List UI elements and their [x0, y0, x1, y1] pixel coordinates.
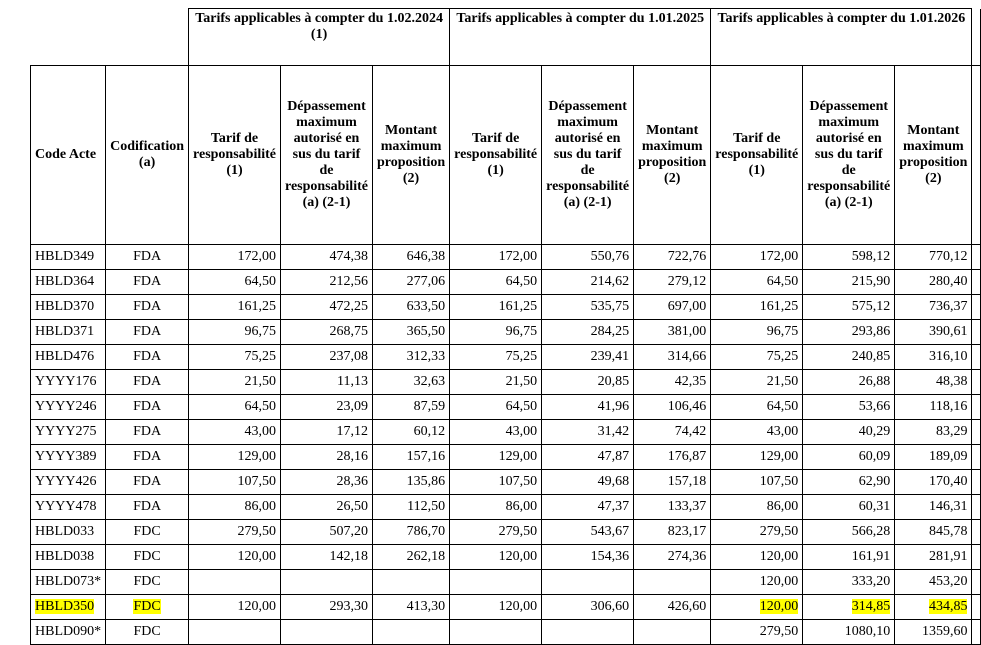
cell-tarif-2025: 64,50: [450, 395, 542, 420]
cell-montant-2024: 277,06: [372, 270, 449, 295]
cell-codification: FDA: [106, 470, 189, 495]
cell-montant-2025: [634, 620, 711, 645]
table-row: [31, 570, 981, 595]
cell-extra: [972, 495, 981, 520]
header-codification: Codification (a): [106, 66, 189, 245]
cell-tarif-2025: 75,25: [450, 345, 542, 370]
cell-montant-2024: 112,50: [372, 495, 449, 520]
cell-extra: [972, 295, 981, 320]
cell-montant-2026: 83,29: [895, 420, 972, 445]
cell-extra: [972, 595, 981, 620]
cell-tarif-2024: 107,50: [189, 470, 281, 495]
group-header-2024: Tarifs applicables à compter du 1.02.2024 (1): [189, 9, 450, 66]
cell-code-acte: YYYY176: [31, 370, 106, 395]
cell-depassement-2025: 154,36: [542, 545, 634, 570]
cell-montant-2025: 176,87: [634, 445, 711, 470]
cell-code-acte: HBLD476: [31, 345, 106, 370]
cell-tarif-2026: 96,75: [711, 320, 803, 345]
cell-depassement-2025: 214,62: [542, 270, 634, 295]
cell-montant-2025: 157,18: [634, 470, 711, 495]
cell-depassement-2024: 472,25: [280, 295, 372, 320]
cell-tarif-2024: 64,50: [189, 270, 281, 295]
header-tarif-2025: Tarif de responsabilité (1): [450, 66, 542, 245]
cell-extra: [972, 270, 981, 295]
cell-depassement-2026: 62,90: [803, 470, 895, 495]
cell-tarif-2024: 96,75: [189, 320, 281, 345]
cell-tarif-2026: 172,00: [711, 245, 803, 270]
cell-montant-2026: 170,40: [895, 470, 972, 495]
cell-codification: FDC: [106, 520, 189, 545]
cell-depassement-2025: 47,37: [542, 495, 634, 520]
cell-montant-2026: 390,61: [895, 320, 972, 345]
cell-code-acte: HBLD038: [31, 545, 106, 570]
cell-depassement-2026: [803, 595, 895, 620]
cell-extra: [972, 345, 981, 370]
cell-code-acte: YYYY478: [31, 495, 106, 520]
cell-codification: FDA: [106, 320, 189, 345]
cell-montant-2024: 413,30: [372, 595, 449, 620]
cell-montant-2026: 280,40: [895, 270, 972, 295]
cell-tarif-2025: 129,00: [450, 445, 542, 470]
cell-depassement-2026: 575,12: [803, 295, 895, 320]
cell-depassement-2025: 41,96: [542, 395, 634, 420]
cell-montant-2025: 314,66: [634, 345, 711, 370]
cell-depassement-2024: 142,18: [280, 545, 372, 570]
cell-depassement-2025: 284,25: [542, 320, 634, 345]
cell-depassement-2026: 240,85: [803, 345, 895, 370]
cell-montant-2026: 48,38: [895, 370, 972, 395]
header-montant-2025: Montant maximum proposition (2): [634, 66, 711, 245]
cell-montant-2024: 646,38: [372, 245, 449, 270]
cell-codification: FDA: [106, 420, 189, 445]
table-row: [31, 395, 981, 420]
cell-code-acte: YYYY426: [31, 470, 106, 495]
cell-montant-2026: 1359,60: [895, 620, 972, 645]
cell-codification: FDA: [106, 245, 189, 270]
cell-montant-2024: [372, 620, 449, 645]
cell-depassement-2026: 60,09: [803, 445, 895, 470]
cell-depassement-2024: 474,38: [280, 245, 372, 270]
cell-depassement-2024: 11,13: [280, 370, 372, 395]
cell-codification: FDC: [106, 545, 189, 570]
cell-tarif-2024: 21,50: [189, 370, 281, 395]
cell-depassement-2025: 47,87: [542, 445, 634, 470]
cell-tarif-2024: [189, 620, 281, 645]
cell-montant-2024: 157,16: [372, 445, 449, 470]
header-code-acte: Code Acte: [31, 66, 106, 245]
cell-tarif-2026: 43,00: [711, 420, 803, 445]
highlight-mark: 314,85: [851, 599, 891, 614]
cell-depassement-2024: 237,08: [280, 345, 372, 370]
cell-montant-2025: 697,00: [634, 295, 711, 320]
cell-depassement-2025: [542, 620, 634, 645]
group-header-2026: Tarifs applicables à compter du 1.01.2026: [711, 9, 972, 66]
highlight-mark: FDC: [133, 599, 161, 614]
cell-depassement-2026: 161,91: [803, 545, 895, 570]
header-tarif-2024: Tarif de responsabilité (1): [189, 66, 281, 245]
cell-montant-2026: [895, 595, 972, 620]
cell-montant-2026: 281,91: [895, 545, 972, 570]
table-row: [31, 620, 981, 645]
header-depassement-2025: Dépassement maximum autorisé en sus du tarif de responsabilité (a) (2-1): [542, 66, 634, 245]
cell-tarif-2025: 172,00: [450, 245, 542, 270]
header-depassement-2026: Dépassement maximum autorisé en sus du tarif de responsabilité (a) (2-1): [803, 66, 895, 245]
cell-montant-2026: 453,20: [895, 570, 972, 595]
cell-tarif-2026: 64,50: [711, 395, 803, 420]
cell-tarif-2026: 64,50: [711, 270, 803, 295]
cell-depassement-2026: 333,20: [803, 570, 895, 595]
tariff-table: [30, 8, 981, 645]
cell-montant-2024: [372, 570, 449, 595]
cell-tarif-2024: 43,00: [189, 420, 281, 445]
cell-tarif-2025: 21,50: [450, 370, 542, 395]
cell-depassement-2025: 31,42: [542, 420, 634, 445]
cell-depassement-2026: 40,29: [803, 420, 895, 445]
cell-montant-2024: 87,59: [372, 395, 449, 420]
cell-tarif-2026: 129,00: [711, 445, 803, 470]
cell-tarif-2025: 86,00: [450, 495, 542, 520]
cell-depassement-2026: 598,12: [803, 245, 895, 270]
cell-extra: [972, 620, 981, 645]
cell-tarif-2025: [450, 620, 542, 645]
cell-montant-2024: 60,12: [372, 420, 449, 445]
header-montant-2026: Montant maximum proposition (2): [895, 66, 972, 245]
cell-montant-2026: 189,09: [895, 445, 972, 470]
cell-code-acte: HBLD073*: [31, 570, 106, 595]
cell-tarif-2026: 279,50: [711, 620, 803, 645]
cell-depassement-2026: 60,31: [803, 495, 895, 520]
cell-tarif-2026: 21,50: [711, 370, 803, 395]
cell-tarif-2024: 120,00: [189, 595, 281, 620]
cell-depassement-2026: 215,90: [803, 270, 895, 295]
cell-montant-2024: 32,63: [372, 370, 449, 395]
table-row: [31, 445, 981, 470]
cell-extra: [972, 470, 981, 495]
highlight-mark: HBLD350: [35, 599, 95, 614]
cell-codification: FDC: [106, 620, 189, 645]
table-body: [31, 245, 981, 645]
cell-tarif-2025: 43,00: [450, 420, 542, 445]
cell-tarif-2024: 120,00: [189, 545, 281, 570]
empty-corner: [31, 9, 189, 66]
cell-tarif-2026: 161,25: [711, 295, 803, 320]
cell-montant-2025: 133,37: [634, 495, 711, 520]
highlight-mark: 120,00: [759, 599, 799, 614]
cell-depassement-2024: 507,20: [280, 520, 372, 545]
cell-codification: FDA: [106, 370, 189, 395]
cell-tarif-2025: 161,25: [450, 295, 542, 320]
cell-tarif-2024: 279,50: [189, 520, 281, 545]
cell-codification: FDA: [106, 270, 189, 295]
cell-montant-2024: 633,50: [372, 295, 449, 320]
table-row: [31, 320, 981, 345]
table-row: [31, 245, 981, 270]
cell-tarif-2026: 86,00: [711, 495, 803, 520]
cell-code-acte: HBLD370: [31, 295, 106, 320]
table-row: [31, 495, 981, 520]
cell-montant-2026: 118,16: [895, 395, 972, 420]
cell-codification: FDA: [106, 295, 189, 320]
header-depassement-2024: Dépassement maximum autorisé en sus du tarif de responsabilité (a) (2-1): [280, 66, 372, 245]
cell-montant-2025: 274,36: [634, 545, 711, 570]
cell-codification: FDA: [106, 495, 189, 520]
table-row: [31, 270, 981, 295]
cell-tarif-2026: [711, 595, 803, 620]
cell-tarif-2024: 161,25: [189, 295, 281, 320]
cell-codification: FDA: [106, 345, 189, 370]
table-row: [31, 595, 981, 620]
cell-code-acte: HBLD033: [31, 520, 106, 545]
cell-montant-2025: 106,46: [634, 395, 711, 420]
cell-codification: FDA: [106, 395, 189, 420]
cell-montant-2026: 146,31: [895, 495, 972, 520]
cell-montant-2025: 42,35: [634, 370, 711, 395]
cell-depassement-2024: 28,36: [280, 470, 372, 495]
cell-depassement-2025: 306,60: [542, 595, 634, 620]
cell-montant-2025: 823,17: [634, 520, 711, 545]
cell-tarif-2025: 120,00: [450, 545, 542, 570]
cell-depassement-2025: 543,67: [542, 520, 634, 545]
cell-code-acte: HBLD371: [31, 320, 106, 345]
cell-depassement-2024: 23,09: [280, 395, 372, 420]
cell-tarif-2024: 86,00: [189, 495, 281, 520]
cell-extra: [972, 320, 981, 345]
cell-depassement-2024: [280, 620, 372, 645]
cell-tarif-2025: 64,50: [450, 270, 542, 295]
cell-tarif-2025: [450, 570, 542, 595]
cell-extra: [972, 445, 981, 470]
cell-codification: FDC: [106, 570, 189, 595]
cell-code-acte: HBLD364: [31, 270, 106, 295]
cell-depassement-2024: 212,56: [280, 270, 372, 295]
cell-tarif-2024: 129,00: [189, 445, 281, 470]
cell-depassement-2024: 26,50: [280, 495, 372, 520]
cell-code-acte: YYYY246: [31, 395, 106, 420]
cell-depassement-2024: 293,30: [280, 595, 372, 620]
cell-depassement-2025: [542, 570, 634, 595]
cell-montant-2024: 312,33: [372, 345, 449, 370]
table-row: [31, 295, 981, 320]
cell-depassement-2026: 293,86: [803, 320, 895, 345]
highlight-mark: 434,85: [928, 599, 968, 614]
cell-depassement-2024: 28,16: [280, 445, 372, 470]
cell-tarif-2024: [189, 570, 281, 595]
cell-code-acte: [31, 595, 106, 620]
cell-montant-2025: 426,60: [634, 595, 711, 620]
table-row: [31, 345, 981, 370]
cell-extra: [972, 395, 981, 420]
cell-montant-2024: 262,18: [372, 545, 449, 570]
cell-depassement-2026: 26,88: [803, 370, 895, 395]
cell-code-acte: YYYY389: [31, 445, 106, 470]
table-row: [31, 420, 981, 445]
cell-tarif-2026: 75,25: [711, 345, 803, 370]
header-extra: [972, 66, 981, 245]
cell-depassement-2026: 53,66: [803, 395, 895, 420]
cell-montant-2025: [634, 570, 711, 595]
cell-montant-2025: 722,76: [634, 245, 711, 270]
cell-tarif-2024: 172,00: [189, 245, 281, 270]
cell-code-acte: HBLD090*: [31, 620, 106, 645]
cell-depassement-2025: 20,85: [542, 370, 634, 395]
cell-depassement-2025: 550,76: [542, 245, 634, 270]
cell-montant-2026: 736,37: [895, 295, 972, 320]
cell-depassement-2024: [280, 570, 372, 595]
cell-extra: [972, 570, 981, 595]
cell-montant-2026: 316,10: [895, 345, 972, 370]
cell-tarif-2026: 120,00: [711, 545, 803, 570]
cell-code-acte: YYYY275: [31, 420, 106, 445]
cell-montant-2025: 381,00: [634, 320, 711, 345]
cell-code-acte: HBLD349: [31, 245, 106, 270]
cell-extra: [972, 420, 981, 445]
cell-tarif-2026: 279,50: [711, 520, 803, 545]
cell-tarif-2026: 107,50: [711, 470, 803, 495]
cell-tarif-2024: 75,25: [189, 345, 281, 370]
cell-depassement-2024: 268,75: [280, 320, 372, 345]
cell-tarif-2025: 279,50: [450, 520, 542, 545]
table-row: [31, 370, 981, 395]
header-montant-2024: Montant maximum proposition (2): [372, 66, 449, 245]
table-row: [31, 470, 981, 495]
extra-column-header: [972, 9, 981, 66]
cell-depassement-2026: 1080,10: [803, 620, 895, 645]
cell-extra: [972, 245, 981, 270]
cell-montant-2024: 135,86: [372, 470, 449, 495]
table-row: [31, 520, 981, 545]
cell-codification: [106, 595, 189, 620]
cell-depassement-2025: 239,41: [542, 345, 634, 370]
cell-extra: [972, 370, 981, 395]
table-row: [31, 545, 981, 570]
cell-depassement-2025: 49,68: [542, 470, 634, 495]
cell-tarif-2024: 64,50: [189, 395, 281, 420]
cell-montant-2024: 365,50: [372, 320, 449, 345]
cell-montant-2026: 770,12: [895, 245, 972, 270]
cell-codification: FDA: [106, 445, 189, 470]
cell-montant-2026: 845,78: [895, 520, 972, 545]
cell-depassement-2024: 17,12: [280, 420, 372, 445]
cell-tarif-2025: 96,75: [450, 320, 542, 345]
cell-tarif-2026: 120,00: [711, 570, 803, 595]
cell-montant-2024: 786,70: [372, 520, 449, 545]
cell-montant-2025: 74,42: [634, 420, 711, 445]
group-header-2025: Tarifs applicables à compter du 1.01.2025: [450, 9, 711, 66]
cell-tarif-2025: 107,50: [450, 470, 542, 495]
cell-montant-2025: 279,12: [634, 270, 711, 295]
cell-extra: [972, 520, 981, 545]
header-tarif-2026: Tarif de responsabilité (1): [711, 66, 803, 245]
cell-depassement-2025: 535,75: [542, 295, 634, 320]
cell-extra: [972, 545, 981, 570]
cell-depassement-2026: 566,28: [803, 520, 895, 545]
cell-tarif-2025: 120,00: [450, 595, 542, 620]
